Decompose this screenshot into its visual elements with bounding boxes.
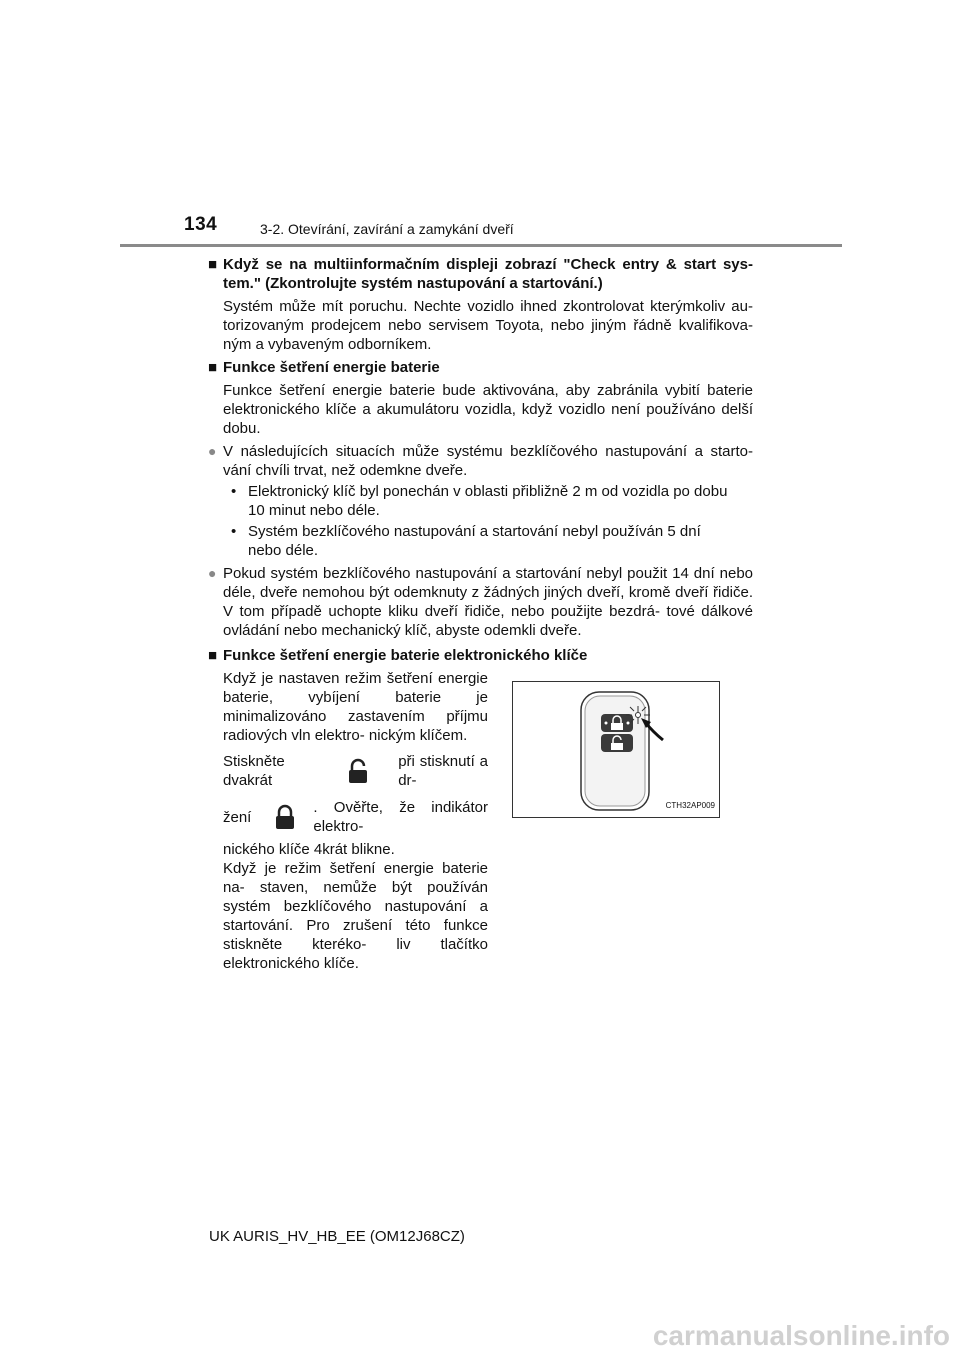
page-number: 134	[184, 214, 218, 235]
key-instructions	[208, 669, 488, 980]
instruction-line: žení . Ověřte, že indikátor elektro-	[223, 799, 488, 835]
heading-key-battery-saving: ■ Funkce šetření energie baterie elektronického klíče	[208, 647, 588, 664]
watermark: carmanualsonline.info	[652, 1320, 950, 1351]
square-bullet-icon: ■	[208, 359, 218, 376]
sub-list-item: • Elektronický klíč byl ponechán v oblasti přibližně 2 m od vozidla po dobu 10 minut nebo déle.	[231, 483, 728, 519]
list-item: ● V následujících situacích může systému bezklíčového nastupování a starto- vání chvíli trvat, než odemkne dveře.	[208, 443, 753, 479]
sub-list-item: • Systém bezklíčového nastupování a startování nebyl používán 5 dní nebo déle.	[231, 523, 701, 559]
instruction-line: nického klíče 4krát blikne.	[223, 841, 395, 858]
heading-check-entry: ■ Když se na multiinformačním displeji zobrazí "Check entry & start sys- tem." (Zkontrolujte systém nastupování a startování.)	[208, 256, 753, 292]
lock-icon	[269, 804, 301, 830]
paragraph-key-disabled: Když je režim šetření energie baterie na- staven, nemůže být používán systém bezklíčového nastupování a startování. Pro zrušení této funkce stiskněte kteréko- liv tlačítko elektronického klíče.	[223, 860, 488, 972]
heading-battery-saving: ■ Funkce šetření energie baterie	[208, 359, 440, 376]
list-item: ● Pokud systém bezklíčového nastupování a startování nebyl použit 14 dní nebo déle, dveře nemohou být odemknuty z žádných jiných dveří, kromě dveří řidiče. V tom případě uchopte kliku dveří řidiče, nebo použijte bezdrá- tové dálkové ovládání nebo mechanický klíč, abyste odemkli dveře.	[208, 565, 753, 639]
key-illustration	[512, 681, 720, 818]
paragraph-malfunction: Systém může mít poruchu. Nechte vozidlo ihned zkontrolovat kterýmkoliv au- torizovaným prodejcem nebo servisem Toyota, nebo jiným řádně kvalifikova- ným a vybaveným odborníkem.	[223, 298, 753, 353]
square-bullet-icon: ■	[208, 256, 218, 273]
figure-label: CTH32AP009	[665, 801, 715, 810]
footer-model-code: UK AURIS_HV_HB_EE (OM12J68CZ)	[209, 1228, 465, 1245]
paragraph-key-mode: Když je nastaven režim šetření energie baterie, vybíjení baterie je minimalizováno zastavením příjmu radiových vln elektro- nickým klíčem.	[223, 670, 488, 744]
header-divider	[120, 244, 842, 247]
circle-bullet-icon: ●	[208, 443, 217, 459]
paragraph-battery-saving: Funkce šetření energie baterie bude aktivována, aby zabránila vybití baterie elektronického klíče a akumulátoru vozidla, když vozidlo není používáno delší dobu.	[223, 382, 753, 437]
square-bullet-icon: ■	[208, 647, 218, 664]
circle-bullet-icon: ●	[208, 565, 217, 581]
section-header: 3-2. Otevírání, zavírání a zamykání dveří	[260, 221, 514, 237]
page-content	[208, 255, 753, 980]
key-section	[208, 669, 753, 980]
unlock-icon	[342, 758, 374, 784]
instruction-line: Stiskněte dvakrát při stisknutí a dr-	[223, 753, 488, 789]
